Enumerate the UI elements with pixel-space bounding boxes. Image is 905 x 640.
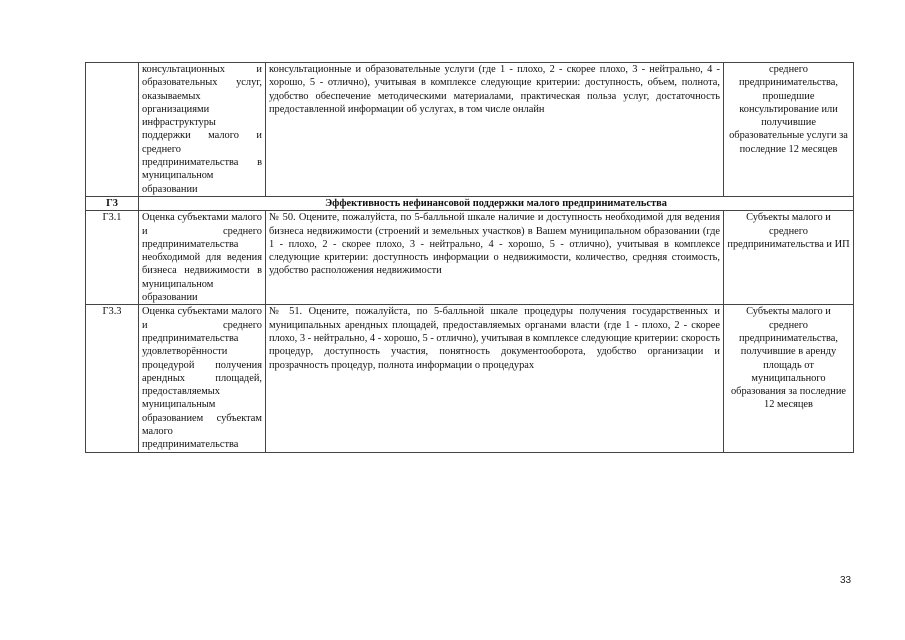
indicator-name-cell: Оценка субъектами малого и среднего предпринимательства необходимой для ведения бизнеса недвижимости в муниципальном образовании [139,211,266,305]
table-row-g3-3 [86,305,854,452]
page-number: 33 [840,575,852,586]
table-row-g3-1 [86,211,854,305]
respondents-cell: Субъекты малого и среднего предпринимательства, получившие в аренду площадь от муниципального образования за последние 12 месяцев [724,305,854,452]
indicators-table [85,62,854,453]
indicator-name-cell: Оценка субъектами малого и среднего предпринимательства удовлетворённости процедурой получения арендных площадей, предоставляемых муниципальным образованием субъектам малого предпринимательства [139,305,266,452]
respondents-cell: Субъекты малого и среднего предпринимательства и ИП [724,211,854,305]
indicator-code-cell: Г3.1 [86,211,139,305]
survey-question-cell: консультационные и образовательные услуги (где 1 - плохо, 2 - скорее плохо, 3 - нейтрально, 4 - хорошо, 5 - отлично), учитывая в комплексе следующие критерии: доступность, объем, полнота, удобство обеспечение методическими материалами, практическая польза услуг, достаточность предоставленной информации об услугах, в том числе онлайн [266,63,724,197]
survey-question-cell: № 51. Оцените, пожалуйста, по 5-балльной шкале процедуры получения государственных и муниципальных арендных площадей, предоставляемых органами власти (где 1 - плохо, 2 - скорее плохо, 3 - нейтрально, 4 - хорошо, 5 - отлично), учитывая в комплексе следующие критерии: скорость процедур, доступность участия, понятность документооборота, удобство организации и прозрачность процедур, полнота информации о процедурах [266,305,724,452]
survey-question-cell: № 50. Оцените, пожалуйста, по 5-балльной шкале наличие и доступность необходимой для ведения бизнеса недвижимости (строений и земельных участков) в Вашем муниципальном образовании (где 1 - плохо, 2 - скорее плохо, 3 - нейтрально, 4 - хорошо, 5 - отлично), учитывая в комплексе следующие критерии: доступность информации о недвижимости, количество, средняя стоимость, удобство расположения недвижимости [266,211,724,305]
section-header-row [86,196,854,210]
table-row-continuation [86,63,854,197]
respondents-cell: среднего предпринимательства, прошедшие консультирование или получившие образовательные услуги за последние 12 месяцев [724,63,854,197]
indicator-code-cell [86,63,139,197]
indicator-name-cell: консультационных и образовательных услуг, оказываемых организациями инфраструктуры поддержки малого и среднего предпринимательства в муниципальном образовании [139,63,266,197]
section-code-cell: Г3 [86,196,139,210]
indicator-code-cell: Г3.3 [86,305,139,452]
section-title-cell: Эффективность нефинансовой поддержки малого предпринимательства [139,196,854,210]
